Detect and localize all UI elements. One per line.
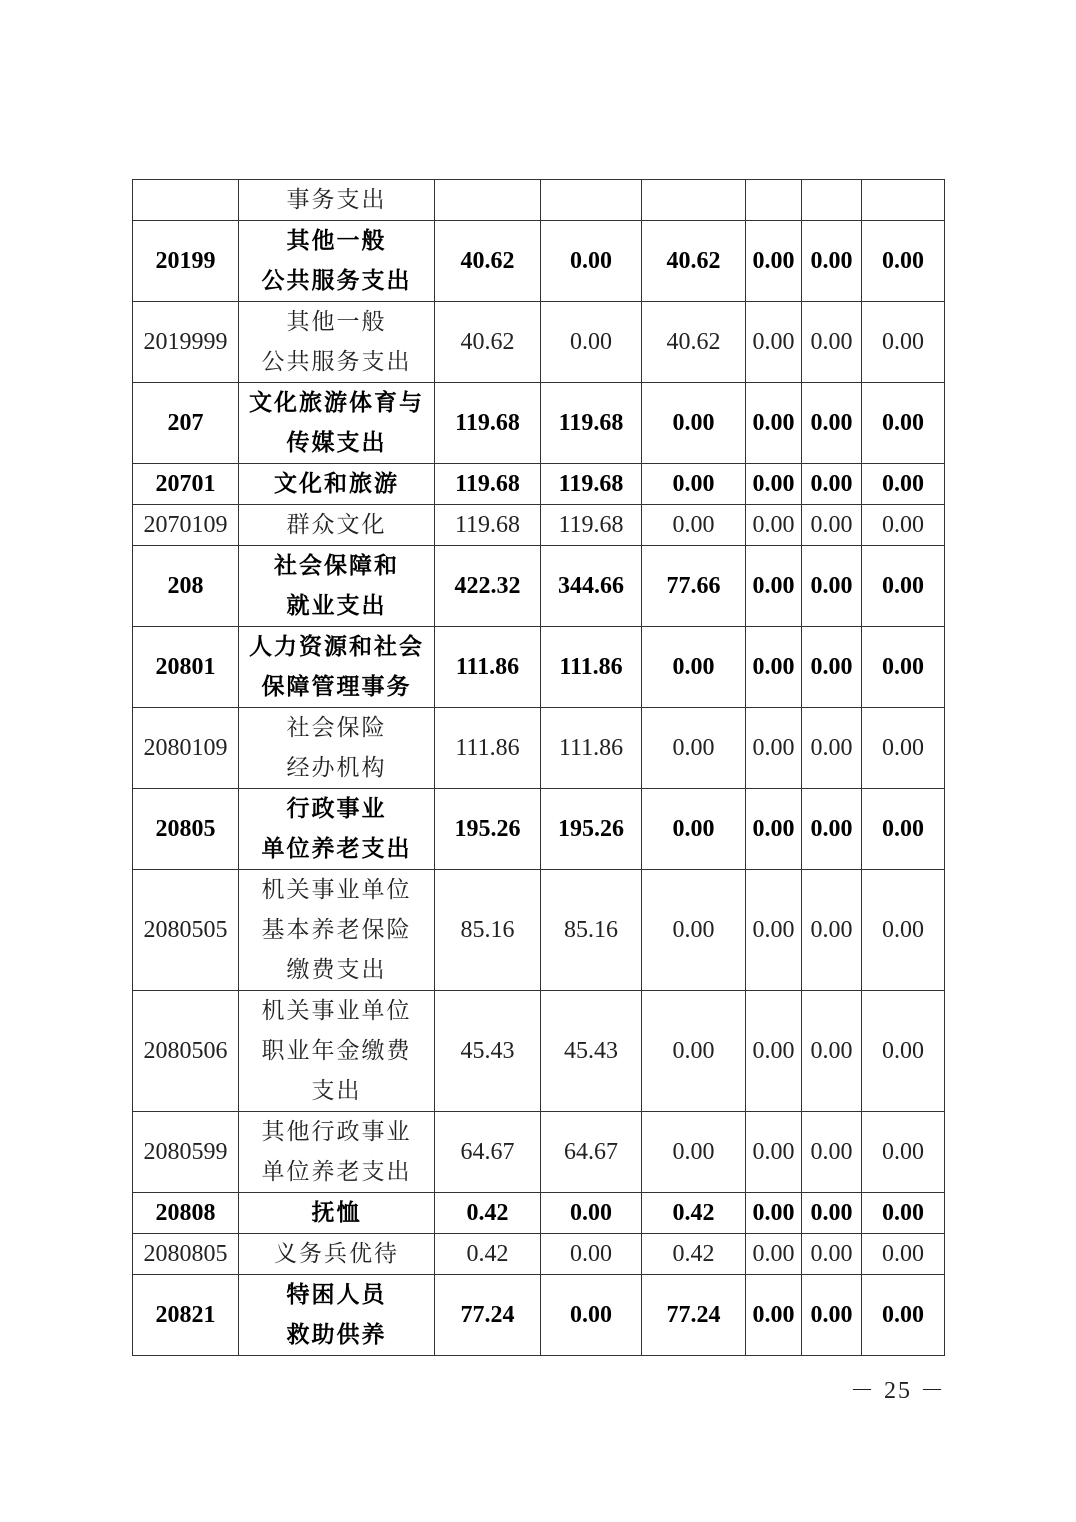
table-row xyxy=(133,789,945,870)
amount-cell-c4: 0.00 xyxy=(746,505,802,546)
amount-cell-c6: 0.00 xyxy=(862,1275,945,1356)
amount-cell-c3: 0.00 xyxy=(642,789,746,870)
item-name-cell xyxy=(239,991,435,1112)
amount-cell-c4: 0.00 xyxy=(746,383,802,464)
page-number: － 25 － xyxy=(850,1378,946,1404)
amount-cell-c6: 0.00 xyxy=(862,1112,945,1193)
item-name-cell xyxy=(239,789,435,870)
amount-cell-c6: 0.00 xyxy=(862,870,945,991)
item-name-line: 支出 xyxy=(311,1078,362,1104)
item-name-cell xyxy=(239,546,435,627)
amount-cell-c2: 119.68 xyxy=(541,505,642,546)
amount-cell-c5: 0.00 xyxy=(802,383,862,464)
amount-cell-c2: 0.00 xyxy=(541,1234,642,1275)
amount-cell-c6: 0.00 xyxy=(862,505,945,546)
item-code-cell: 20808 xyxy=(133,1193,239,1234)
item-name-line: 传媒支出 xyxy=(286,430,387,456)
amount-cell-c6: 0.00 xyxy=(862,1193,945,1234)
amount-cell-c4: 0.00 xyxy=(746,789,802,870)
item-code-cell: 2080109 xyxy=(133,708,239,789)
table-row xyxy=(133,464,945,505)
item-name-line: 群众文化 xyxy=(286,512,387,538)
item-code-cell: 20199 xyxy=(133,221,239,302)
amount-cell-c3: 0.00 xyxy=(642,870,746,991)
item-name-line: 职业年金缴费 xyxy=(261,1038,412,1064)
amount-cell-c2: 0.00 xyxy=(541,221,642,302)
amount-cell-c5 xyxy=(802,180,862,221)
item-name-line: 社会保险 xyxy=(286,715,387,741)
item-name-line: 文化旅游体育与 xyxy=(249,390,424,416)
table-row xyxy=(133,221,945,302)
amount-cell-c2: 0.00 xyxy=(541,1193,642,1234)
amount-cell-c2: 111.86 xyxy=(541,708,642,789)
amount-cell-c6: 0.00 xyxy=(862,302,945,383)
item-code-cell: 20821 xyxy=(133,1275,239,1356)
amount-cell-c4: 0.00 xyxy=(746,464,802,505)
amount-cell-c5: 0.00 xyxy=(802,789,862,870)
table-row xyxy=(133,546,945,627)
item-name-line: 其他一般 xyxy=(286,309,387,335)
amount-cell-c1: 85.16 xyxy=(435,870,541,991)
amount-cell-c4: 0.00 xyxy=(746,221,802,302)
item-name-cell xyxy=(239,627,435,708)
item-code-cell: 20801 xyxy=(133,627,239,708)
amount-cell-c6: 0.00 xyxy=(862,708,945,789)
item-code-cell xyxy=(133,180,239,221)
item-name-line: 就业支出 xyxy=(286,593,387,619)
amount-cell-c6: 0.00 xyxy=(862,464,945,505)
item-name-cell xyxy=(239,1275,435,1356)
item-name-line: 缴费支出 xyxy=(286,957,387,983)
amount-cell-c2: 45.43 xyxy=(541,991,642,1112)
amount-cell-c3 xyxy=(642,180,746,221)
budget-table xyxy=(132,179,945,1356)
amount-cell-c2 xyxy=(541,180,642,221)
amount-cell-c4: 0.00 xyxy=(746,546,802,627)
amount-cell-c4: 0.00 xyxy=(746,991,802,1112)
amount-cell-c5: 0.00 xyxy=(802,464,862,505)
item-name-line: 机关事业单位 xyxy=(261,998,412,1024)
amount-cell-c2: 344.66 xyxy=(541,546,642,627)
item-name-line: 特困人员 xyxy=(286,1282,387,1308)
item-code-cell: 2070109 xyxy=(133,505,239,546)
table-row xyxy=(133,991,945,1112)
amount-cell-c5: 0.00 xyxy=(802,546,862,627)
amount-cell-c2: 195.26 xyxy=(541,789,642,870)
item-code-cell: 20805 xyxy=(133,789,239,870)
amount-cell-c1: 119.68 xyxy=(435,464,541,505)
amount-cell-c4: 0.00 xyxy=(746,1112,802,1193)
amount-cell-c4: 0.00 xyxy=(746,1193,802,1234)
amount-cell-c4: 0.00 xyxy=(746,870,802,991)
amount-cell-c1: 111.86 xyxy=(435,627,541,708)
amount-cell-c3: 0.42 xyxy=(642,1193,746,1234)
item-name-cell xyxy=(239,870,435,991)
amount-cell-c4: 0.00 xyxy=(746,627,802,708)
amount-cell-c1: 111.86 xyxy=(435,708,541,789)
table-row xyxy=(133,180,945,221)
table-row xyxy=(133,627,945,708)
item-name-line: 行政事业 xyxy=(286,796,387,822)
item-name-line: 其他一般 xyxy=(286,228,387,254)
amount-cell-c1: 40.62 xyxy=(435,302,541,383)
amount-cell-c4: 0.00 xyxy=(746,1275,802,1356)
amount-cell-c4: 0.00 xyxy=(746,302,802,383)
amount-cell-c2: 85.16 xyxy=(541,870,642,991)
item-name-line: 单位养老支出 xyxy=(261,836,412,862)
item-name-line: 人力资源和社会 xyxy=(249,634,424,660)
amount-cell-c5: 0.00 xyxy=(802,708,862,789)
item-code-cell: 20701 xyxy=(133,464,239,505)
table-row xyxy=(133,302,945,383)
table-row xyxy=(133,870,945,991)
amount-cell-c1 xyxy=(435,180,541,221)
item-name-line: 保障管理事务 xyxy=(261,674,412,700)
amount-cell-c1: 40.62 xyxy=(435,221,541,302)
amount-cell-c6: 0.00 xyxy=(862,789,945,870)
amount-cell-c4: 0.00 xyxy=(746,1234,802,1275)
amount-cell-c3: 0.00 xyxy=(642,991,746,1112)
item-code-cell: 2080599 xyxy=(133,1112,239,1193)
amount-cell-c1: 119.68 xyxy=(435,505,541,546)
item-name-line: 社会保障和 xyxy=(274,553,399,579)
item-name-cell xyxy=(239,708,435,789)
amount-cell-c5: 0.00 xyxy=(802,1193,862,1234)
item-name-line: 义务兵优待 xyxy=(274,1241,399,1267)
amount-cell-c4: 0.00 xyxy=(746,708,802,789)
item-code-cell: 208 xyxy=(133,546,239,627)
amount-cell-c5: 0.00 xyxy=(802,627,862,708)
amount-cell-c5: 0.00 xyxy=(802,1275,862,1356)
amount-cell-c6: 0.00 xyxy=(862,627,945,708)
item-code-cell: 207 xyxy=(133,383,239,464)
amount-cell-c1: 64.67 xyxy=(435,1112,541,1193)
amount-cell-c3: 40.62 xyxy=(642,302,746,383)
table-row xyxy=(133,1234,945,1275)
item-name-line: 单位养老支出 xyxy=(261,1159,412,1185)
item-name-line: 其他行政事业 xyxy=(261,1119,412,1145)
amount-cell-c2: 119.68 xyxy=(541,464,642,505)
amount-cell-c3: 77.24 xyxy=(642,1275,746,1356)
item-name-line: 基本养老保险 xyxy=(261,917,412,943)
amount-cell-c4 xyxy=(746,180,802,221)
item-name-cell xyxy=(239,464,435,505)
amount-cell-c1: 0.42 xyxy=(435,1234,541,1275)
amount-cell-c3: 0.00 xyxy=(642,505,746,546)
item-name-line: 机关事业单位 xyxy=(261,877,412,903)
item-name-cell xyxy=(239,1193,435,1234)
amount-cell-c5: 0.00 xyxy=(802,870,862,991)
amount-cell-c1: 0.42 xyxy=(435,1193,541,1234)
item-name-line: 公共服务支出 xyxy=(261,349,412,375)
item-name-cell xyxy=(239,505,435,546)
amount-cell-c3: 0.00 xyxy=(642,464,746,505)
amount-cell-c6: 0.00 xyxy=(862,221,945,302)
item-name-cell xyxy=(239,1234,435,1275)
amount-cell-c5: 0.00 xyxy=(802,1112,862,1193)
amount-cell-c3: 0.00 xyxy=(642,627,746,708)
amount-cell-c6: 0.00 xyxy=(862,1234,945,1275)
item-code-cell: 2080505 xyxy=(133,870,239,991)
item-code-cell: 2080805 xyxy=(133,1234,239,1275)
amount-cell-c3: 40.62 xyxy=(642,221,746,302)
item-name-line: 抚恤 xyxy=(311,1200,362,1226)
amount-cell-c2: 111.86 xyxy=(541,627,642,708)
amount-cell-c1: 422.32 xyxy=(435,546,541,627)
item-code-cell: 2019999 xyxy=(133,302,239,383)
amount-cell-c5: 0.00 xyxy=(802,221,862,302)
amount-cell-c3: 0.00 xyxy=(642,708,746,789)
amount-cell-c2: 0.00 xyxy=(541,1275,642,1356)
amount-cell-c6 xyxy=(862,180,945,221)
item-name-line: 公共服务支出 xyxy=(261,268,412,294)
item-name-line: 救助供养 xyxy=(286,1322,387,1348)
item-name-cell xyxy=(239,383,435,464)
amount-cell-c1: 77.24 xyxy=(435,1275,541,1356)
amount-cell-c2: 0.00 xyxy=(541,302,642,383)
amount-cell-c5: 0.00 xyxy=(802,1234,862,1275)
item-name-line: 经办机构 xyxy=(286,755,387,781)
budget-table-body xyxy=(133,180,945,1356)
table-row xyxy=(133,708,945,789)
table-row xyxy=(133,505,945,546)
item-code-cell: 2080506 xyxy=(133,991,239,1112)
item-name-cell xyxy=(239,180,435,221)
amount-cell-c1: 195.26 xyxy=(435,789,541,870)
table-row xyxy=(133,1112,945,1193)
amount-cell-c3: 0.00 xyxy=(642,1112,746,1193)
amount-cell-c5: 0.00 xyxy=(802,505,862,546)
amount-cell-c1: 45.43 xyxy=(435,991,541,1112)
amount-cell-c3: 0.42 xyxy=(642,1234,746,1275)
amount-cell-c3: 77.66 xyxy=(642,546,746,627)
amount-cell-c3: 0.00 xyxy=(642,383,746,464)
amount-cell-c6: 0.00 xyxy=(862,383,945,464)
table-row xyxy=(133,383,945,464)
item-name-line: 文化和旅游 xyxy=(274,471,399,497)
item-name-cell xyxy=(239,302,435,383)
item-name-line: 事务支出 xyxy=(286,187,387,213)
table-row xyxy=(133,1275,945,1356)
amount-cell-c2: 64.67 xyxy=(541,1112,642,1193)
amount-cell-c2: 119.68 xyxy=(541,383,642,464)
amount-cell-c1: 119.68 xyxy=(435,383,541,464)
amount-cell-c5: 0.00 xyxy=(802,302,862,383)
amount-cell-c5: 0.00 xyxy=(802,991,862,1112)
amount-cell-c6: 0.00 xyxy=(862,991,945,1112)
amount-cell-c6: 0.00 xyxy=(862,546,945,627)
item-name-cell xyxy=(239,221,435,302)
item-name-cell xyxy=(239,1112,435,1193)
table-row xyxy=(133,1193,945,1234)
